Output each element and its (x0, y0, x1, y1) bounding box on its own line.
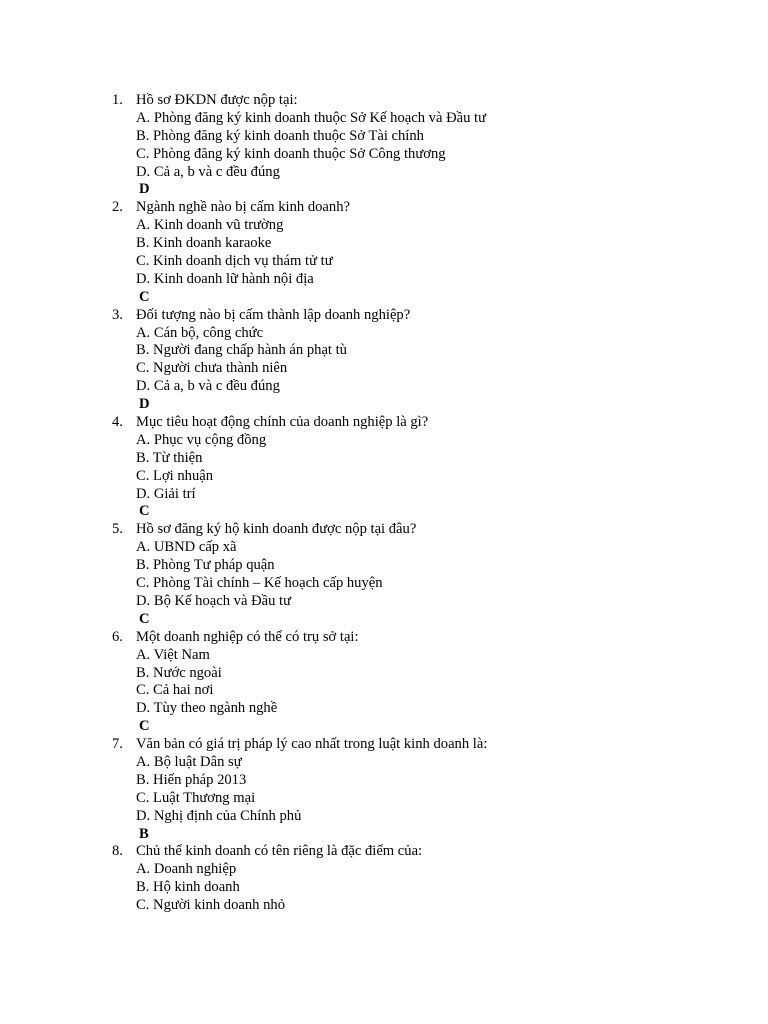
question-6 (0, 629, 768, 736)
question-8-header (0, 843, 768, 861)
option-b: B. Kinh doanh karaoke (136, 235, 272, 252)
option-d: D. Cả a, b và c đều đúng (136, 163, 280, 180)
answer-key: D (139, 396, 150, 413)
option-b: B. Phòng đăng ký kinh doanh thuộc Sở Tài chính (136, 127, 424, 144)
option-c: C. Người chưa thành niên (136, 360, 288, 377)
question-text: Đối tượng nào bị cấm thành lập doanh nghiệp? (136, 306, 411, 323)
question-7 (0, 736, 768, 843)
option-c: C. Người kinh doanh nhỏ (136, 897, 285, 914)
question-1 (0, 92, 768, 199)
option-c: C. Luật Thương mại (136, 789, 256, 806)
question-8 (0, 843, 768, 915)
option-c: C. Cả hai nơi (136, 682, 214, 699)
option-d: D. Bộ Kế hoạch và Đầu tư (136, 592, 292, 609)
question-number: 3. (112, 306, 123, 323)
answer-key: C (139, 610, 150, 627)
option-d: D. Cả a, b và c đều đúng (136, 378, 280, 395)
option-d: D. Kinh doanh lữ hành nội địa (136, 270, 314, 287)
answer-key: C (139, 288, 150, 305)
question-2 (0, 199, 768, 306)
question-text: Một doanh nghiệp có thể có trụ sở tại: (136, 628, 359, 645)
question-text: Hồ sơ đăng ký hộ kinh doanh được nộp tại đâu? (136, 521, 417, 538)
question-number: 6. (112, 628, 123, 645)
option-a: A. Doanh nghiệp (136, 861, 237, 878)
option-c: C. Phòng đăng ký kinh doanh thuộc Sở Công thương (136, 145, 446, 162)
question-6-header (0, 629, 768, 647)
answer-key: C (139, 503, 150, 520)
option-a: A. Phục vụ cộng đồng (136, 431, 267, 448)
question-number: 2. (112, 199, 123, 216)
question-3-header (0, 307, 768, 325)
option-a: A. Kinh doanh vũ trường (136, 217, 284, 234)
question-text: Mục tiêu hoạt động chính của doanh nghiệp là gì? (136, 414, 429, 431)
question-5-header (0, 521, 768, 539)
option-b: B. Hộ kinh doanh (136, 879, 240, 896)
question-number: 5. (112, 521, 123, 538)
option-b: B. Từ thiện (136, 449, 203, 466)
question-7-header (0, 736, 768, 754)
answer-key: B (139, 825, 149, 842)
question-list (0, 92, 768, 915)
question-text: Ngành nghề nào bị cấm kinh doanh? (136, 199, 350, 216)
option-d: D. Tùy theo ngành nghề (136, 700, 278, 717)
question-4 (0, 414, 768, 521)
question-3 (0, 307, 768, 414)
option-b: B. Hiến pháp 2013 (136, 771, 247, 788)
answer-key: C (139, 718, 150, 735)
question-text: Văn bản có giá trị pháp lý cao nhất trong luật kinh doanh là: (136, 736, 488, 753)
question-number: 7. (112, 736, 123, 753)
option-a: A. Cán bộ, công chức (136, 324, 264, 341)
question-text: Hồ sơ ĐKDN được nộp tại: (136, 92, 298, 108)
option-c: C. Phòng Tài chính – Kế hoạch cấp huyện (136, 575, 383, 592)
answer-key: D (139, 181, 150, 198)
question-2-header (0, 199, 768, 217)
option-b: B. Người đang chấp hành án phạt tù (136, 342, 347, 359)
question-text: Chủ thể kinh doanh có tên riêng là đặc điểm của: (136, 843, 423, 860)
question-5 (0, 521, 768, 628)
question-number: 4. (112, 414, 123, 431)
option-a: A. Bộ luật Dân sự (136, 753, 242, 770)
question-number: 8. (112, 843, 123, 860)
option-b: B. Nước ngoài (136, 664, 222, 681)
option-a: A. UBND cấp xã (136, 539, 237, 556)
option-c: C. Kinh doanh dịch vụ thám tử tư (136, 253, 333, 270)
question-number: 1. (112, 92, 123, 108)
option-a: A. Việt Nam (136, 646, 210, 663)
option-a: A. Phòng đăng ký kinh doanh thuộc Sở Kế hoạch và Đầu tư (136, 109, 487, 126)
option-d: D. Giải trí (136, 485, 196, 502)
question-4-header (0, 414, 768, 432)
option-c: C. Lợi nhuận (136, 467, 214, 484)
option-b: B. Phòng Tư pháp quận (136, 557, 275, 574)
option-d: D. Nghị định của Chính phủ (136, 807, 302, 824)
question-1-header (0, 92, 768, 110)
